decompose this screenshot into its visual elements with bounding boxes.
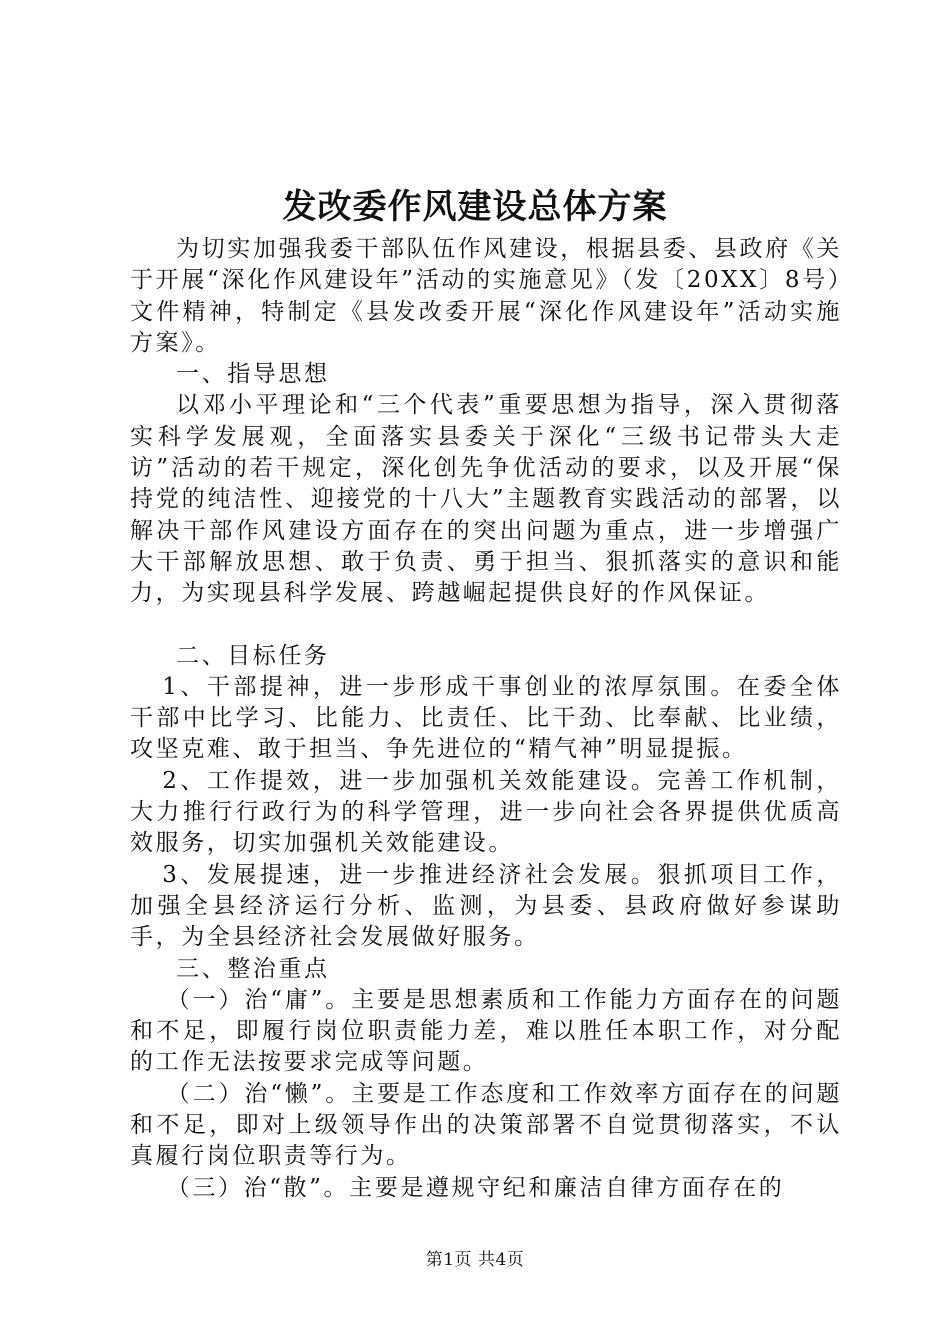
- section-heading-goals: 二、目标任务: [176, 642, 330, 669]
- goal-item-3: 3、发展提速，进一步推进经济社会发展。狠抓项目工作，加强全县经济运行分析、监测，为县委、县政府做好参谋助手，为全县经济社会发展做好服务。: [130, 861, 842, 951]
- goal-item-1: 1、干部提神，进一步形成干事创业的浓厚氛围。在委全体干部中比学习、比能力、比责任、比干劲、比奉献、比业绩，攻坚克难、敢于担当、争先进位的“精气神”明显提振。: [130, 673, 842, 763]
- section-heading-guiding-thought: 一、指导思想: [176, 361, 330, 388]
- guiding-thought-paragraph: 以邓小平理论和“三个代表”重要思想为指导，深入贯彻落实科学发展观，全面落实县委关于深化“三级书记带头大走访”活动的若干规定，深化创先争优活动的要求，以及开展“保持党的纯洁性、迎接党的十八大”主题教育实践活动的部署，以解决干部作风建设方面存在的突出问题为重点，进一步增强广大干部解放思想、敢于负责、勇于担当、狠抓落实的意识和能力，为实现县科学发展、跨越崛起提供良好的作风保证。: [130, 392, 842, 607]
- paragraph-spacer: [130, 610, 842, 641]
- section-heading-rectification: 三、整治重点: [176, 955, 330, 982]
- rectification-item-1: （一）治“庸”。主要是思想素质和工作能力方面存在的问题和不足，即履行岗位职责能力差，难以胜任本职工作，对分配的工作无法按要求完成等问题。: [130, 986, 842, 1076]
- page-number-footer: 第1页 共4页: [425, 1250, 525, 1270]
- document-body: [130, 234, 842, 1204]
- rectification-item-2: （二）治“懒”。主要是工作态度和工作效率方面存在的问题和不足，即对上级领导作出的决策部署不自觉贯彻落实，不认真履行岗位职责等行为。: [130, 1080, 842, 1170]
- rectification-item-3: （三）治“散”。主要是遵规守纪和廉洁自律方面存在的: [166, 1174, 785, 1201]
- intro-paragraph: 为切实加强我委干部队伍作风建设，根据县委、县政府《关于开展“深化作风建设年”活动的实施意见》（发〔20XX〕8号）文件精神，特制定《县发改委开展“深化作风建设年”活动实施方案》。: [130, 236, 842, 356]
- document-title: 发改委作风建设总体方案: [282, 187, 668, 227]
- goal-item-2: 2、工作提效，进一步加强机关效能建设。完善工作机制，大力推行行政行为的科学管理，进一步向社会各界提供优质高效服务，切实加强机关效能建设。: [130, 767, 842, 857]
